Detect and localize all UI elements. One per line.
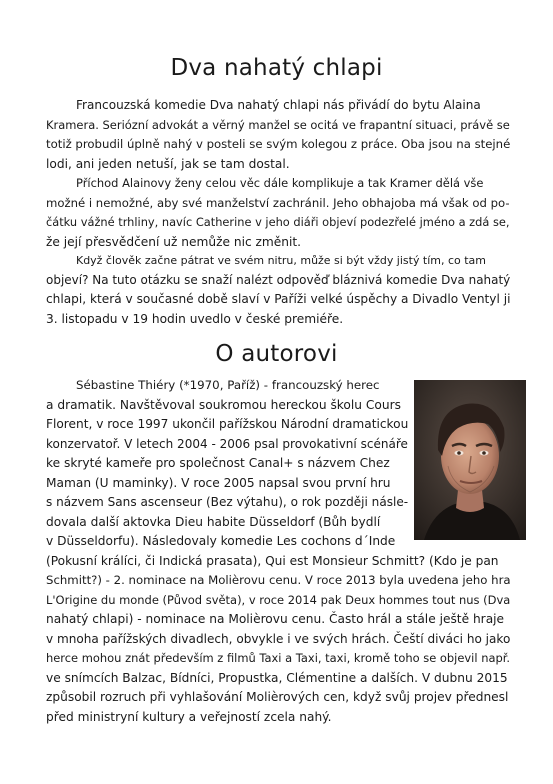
text-line: v mnoha pařížských divadlech, obvykle i ve svých hrách. Čeští diváci ho jako	[46, 631, 511, 646]
text-line: (Pokusní králíci, či Indická prasata), Qui est Monsieur Schmitt? (Kdo je pan	[46, 553, 499, 568]
text-line: Kramera. Seriózní advokát a věrný manžel se ocitá ve frapantní situaci, právě se	[46, 117, 510, 132]
text-line: konzervatoř. V letech 2004 - 2006 psal provokativní scénáře	[46, 436, 408, 451]
text-line: Když člověk začne pátrat ve svém nitru, může si být vždy jistý tím, co tam	[76, 254, 486, 267]
text-line: Sébastine Thiéry (*1970, Paříž) - francouzský herec	[76, 378, 380, 392]
text-line: herce mohou znát především z filmů Taxi a Taxi, taxi, kromě toho se objevil např.	[46, 651, 511, 665]
premiere-paragraph	[46, 251, 510, 329]
text-line: chlapi, která v současné době slaví v Paříži velké úspěchy a Divadlo Ventyl ji	[46, 292, 511, 306]
text-line: totiž probudil úplně nahý v posteli se svým kolegou z práce. Oba jsou na stejné	[46, 137, 511, 151]
text-line: nahatý chlapi) - nominace na Molièrovu cenu. Často hrál a stále ještě hraje	[46, 612, 505, 626]
text-line: Příchod Alainovy ženy celou věc dále komplikuje a tak Kramer dělá vše	[76, 176, 484, 190]
text-line: že její přesvědčení už nemůže nic změnit.	[46, 234, 302, 249]
text-line: a dramatik. Navštěvoval soukromou hereckou školu Cours	[46, 397, 401, 412]
text-line: L'Origine du monde (Původ světa), v roce 2014 pak Deux hommes tout nus (Dva	[46, 592, 511, 607]
text-line: ve snímcích Balzac, Bídníci, Propustka, Clémentine a dalších. V dubnu 2015	[46, 670, 508, 685]
text-line: 3. listopadu v 19 hodin uvedlo v české premiéře.	[46, 311, 344, 326]
text-line: Francouzská komedie Dva nahatý chlapi nás přivádí do bytu Alaina	[76, 98, 481, 112]
text-line: v Düsseldorfu). Následovaly komedie Les cochons d´Inde	[46, 534, 396, 548]
text-line: ke skryté kameře pro společnost Canal+ s názvem Chez	[46, 456, 390, 470]
text-line: Schmitt?) - 2. nominace na Molièrovu cenu. V roce 2013 byla uvedena jeho hra	[46, 573, 511, 587]
text-line: dovala další aktovka Dieu habite Düsseldorf (Bůh bydlí	[46, 514, 381, 529]
section-title: O autorovi	[215, 341, 338, 367]
text-line: možné i nemožné, aby své manželství zachránil. Jeho obhajoba má však od po-	[46, 195, 510, 210]
text-line: čátku vážné trhliny, navíc Catherine v jeho diáři objeví podezřelé jméno a zdá se,	[46, 215, 510, 229]
author-paragraph	[46, 376, 510, 727]
plot-paragraph	[46, 174, 510, 252]
text-line: lodi, ani jeden netuší, jak se tam dostal.	[46, 156, 290, 171]
text-line: s názvem Sans ascenseur (Bez výtahu), o rok později násle-	[46, 495, 409, 509]
text-line: Florent, v roce 1997 ukončil pařížskou Národní dramatickou	[46, 417, 409, 431]
text-line: objeví? Na tuto otázku se snaží nalézt odpověď bláznivá komedie Dva nahatý	[46, 272, 511, 287]
text-line: Maman (U maminky). V roce 2005 napsal svou první hru	[46, 475, 391, 490]
page-title: Dva nahatý chlapi	[170, 55, 383, 81]
text-line: způsobil rozruch při vyhlašování Molièrových cen, když svůj projev přednesl	[46, 690, 509, 704]
text-line: před ministryní kultury a veřejností zcela nahý.	[46, 709, 332, 724]
intro-paragraph	[46, 96, 510, 174]
